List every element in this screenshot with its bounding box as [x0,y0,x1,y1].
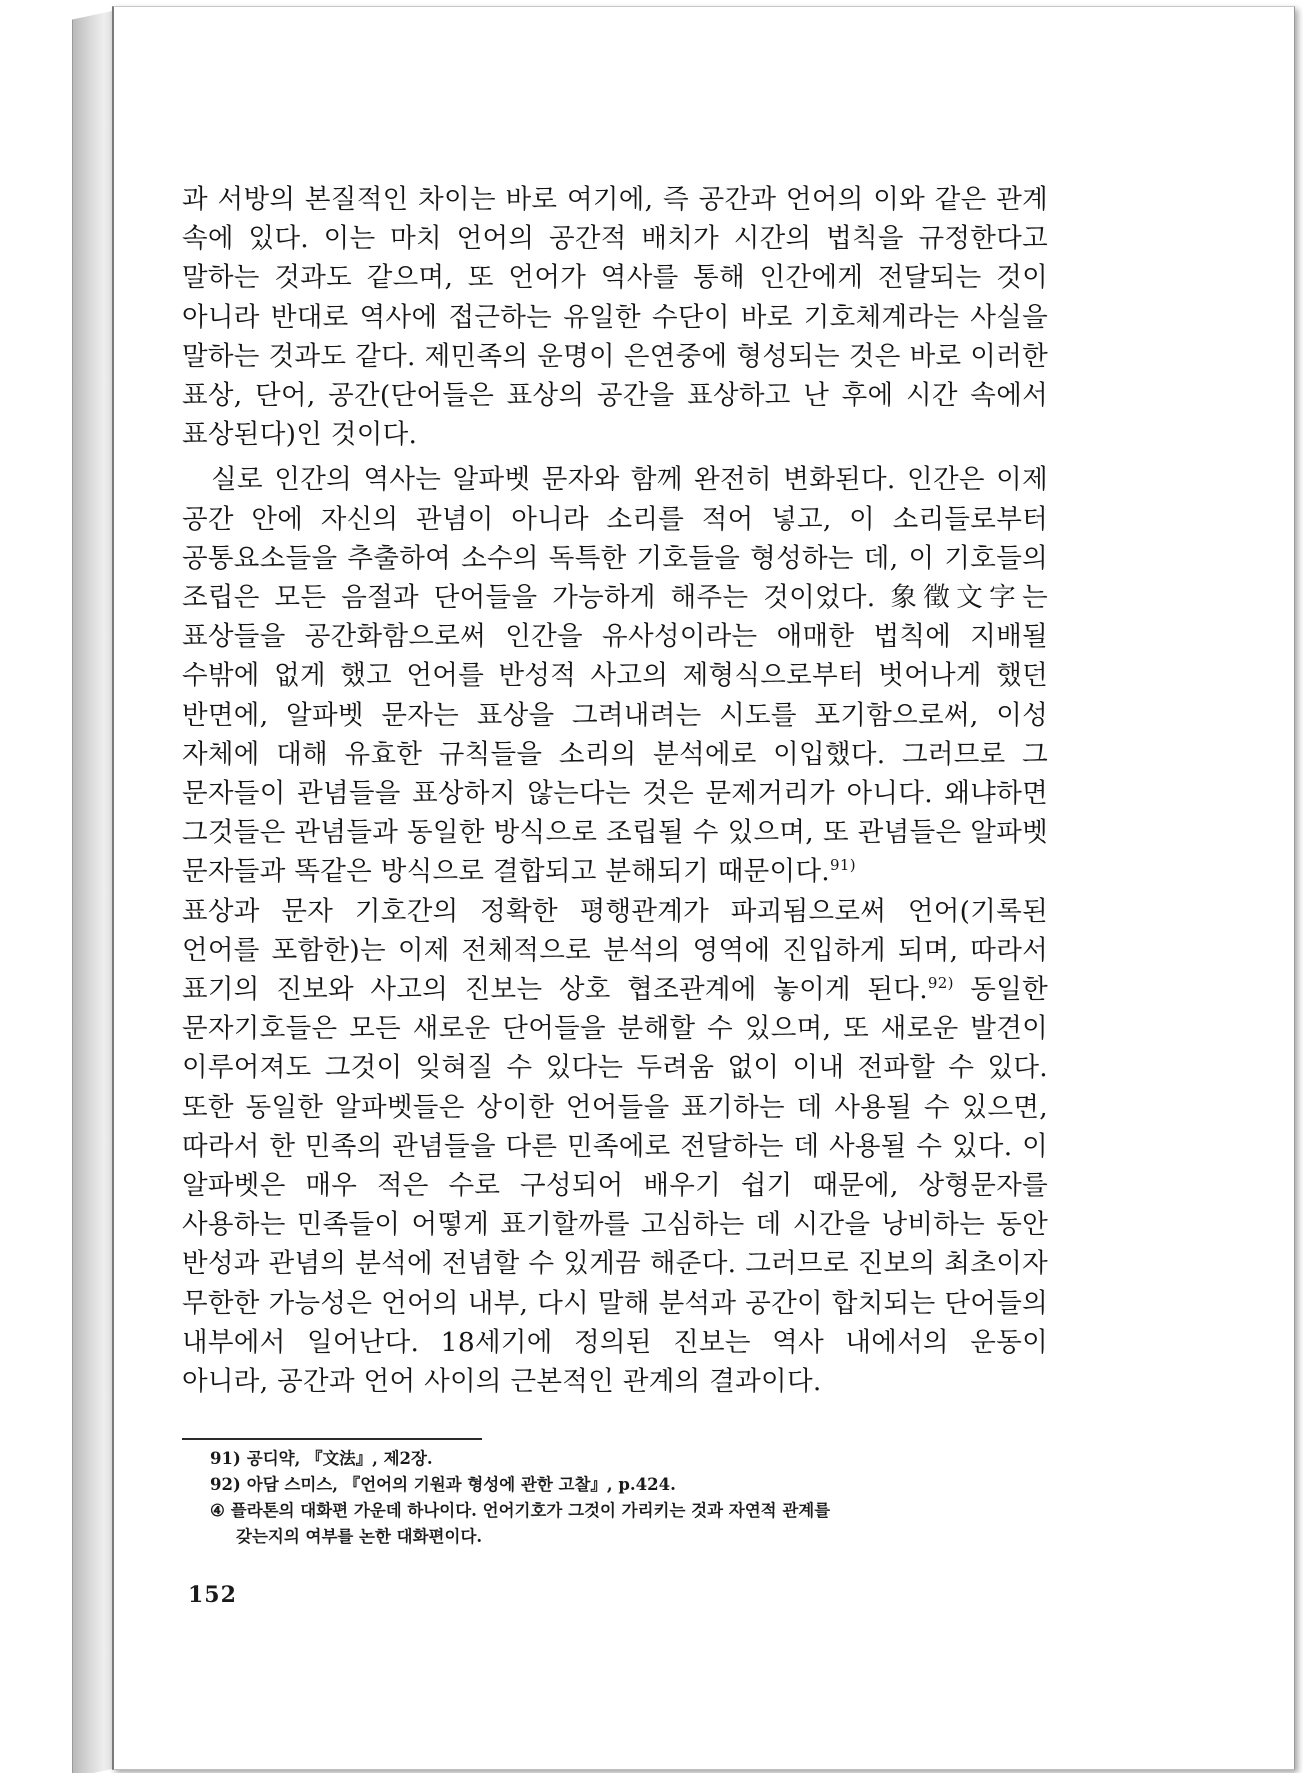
footnote-4: ④ 플라톤의 대화편 가운데 하나이다. 언어기호가 그것이 가리키는 것과 자연적 관계를 [210,1501,831,1520]
footnote-4-continued: 갖는지의 여부를 논한 대화편이다. [236,1527,483,1546]
body-text [182,180,1048,1401]
footnote-91: 91) 공디약, 『文法』, 제2장. [210,1449,433,1468]
footnote-92: 92) 아담 스미스, 『언어의 기원과 형성에 관한 고찰』, p.424. [210,1475,676,1494]
footnotes [210,1446,1060,1550]
page-number: 152 [188,1582,237,1608]
paragraph-2: 실로 인간의 역사는 알파벳 문자와 함께 완전히 변화된다. 인간은 이제 공간 안에 자신의 관념이 아니라 소리를 적어 넣고, 이 소리들로부터 공통요소들을 추출하여 소수의 독특한 기호들을 형성하는 데, 이 기호들의 조립은 모든 음절과 단어들을 가능하게 해주는 것이었다. 象徵文字는 표상들을 공간화함으로써 인간을 유사성이라는 애매한 법칙에 지배될 수밖에 없게 했고 언어를 반성적 사고의 제형식으로부터 벗어나게 했던 반면에, 알파벳 문자는 표상을 그려내려는 시도를 포기함으로써, 이성 자체에 대해 유효한 규칙들을 소리의 분석에로 이입했다. 그러므로 그 문자들이 관념들을 표상하지 않는다는 것은 문제거리가 아니다. 왜냐하면 그것들은 관념들과 동일한 방식으로 조립될 수 있으며, 또 관념들은 알파벳 문자들과 똑같은 방식으로 결합되고 분해되기 때문이다.$^{91)}$ 표상과 문자 기호간의 정확한 평행관계가 파괴됨으로써 언어(기록된 언어를 포함한)는 이제 전체적으로 분석의 영역에 진입하게 되며, 따라서 표기의 진보와 사고의 진보는 상호 협조관계에 놓이게 된다.$^{92)}$ 동일한 문자기호들은 모든 새로운 단어들을 분해할 수 있으며, 또 새로운 발견이 이루어져도 그것이 잊혀질 수 있다는 두려움 없이 이내 전파할 수 있다. 또한 동일한 알파벳들은 상이한 언어들을 표기하는 데 사용될 수 있으면, 따라서 한 민족의 관념들을 다른 민족에로 전달하는 데 사용될 수 있다. 이 알파벳은 매우 적은 수로 구성되어 배우기 쉽기 때문에, 상형문자를 사용하는 민족들이 어떻게 표기할까를 고심하는 데 시간을 낭비하는 동안 반성과 관념의 분석에 전념할 수 있게끔 해준다. 그러므로 진보의 최초이자 무한한 가능성은 언어의 내부, 다시 말해 분석과 공간이 합치되는 단어들의 내부에서 일어난다. 18세기에 정의된 진보는 역사 내에서의 운동이 아니라, 공간과 언어 사이의 근본적인 관계의 결과이다. [182,464,1048,1398]
note-ref-92: 92) [927,974,954,993]
footnote-divider [182,1438,482,1440]
book-spine [72,10,117,1773]
paragraph-1: 과 서방의 본질적인 차이는 바로 여기에, 즉 공간과 언어의 이와 같은 관계 속에 있다. 이는 마치 언어의 공간적 배치가 시간의 법칙을 규정한다고 말하는 것과도 같으며, 또 언어가 역사를 통해 인간에게 전달되는 것이 아니라 반대로 역사에 접근하는 유일한 수단이 바로 기호체계라는 사실을 말하는 것과도 같다. 제민족의 운명이 은연중에 형성되는 것은 바로 이러한 표상, 단어, 공간(단어들은 표상의 공간을 표상하고 난 후에 시간 속에서 표상된다)인 것이다. [182,184,1048,451]
note-ref-91: 91) [830,856,856,875]
